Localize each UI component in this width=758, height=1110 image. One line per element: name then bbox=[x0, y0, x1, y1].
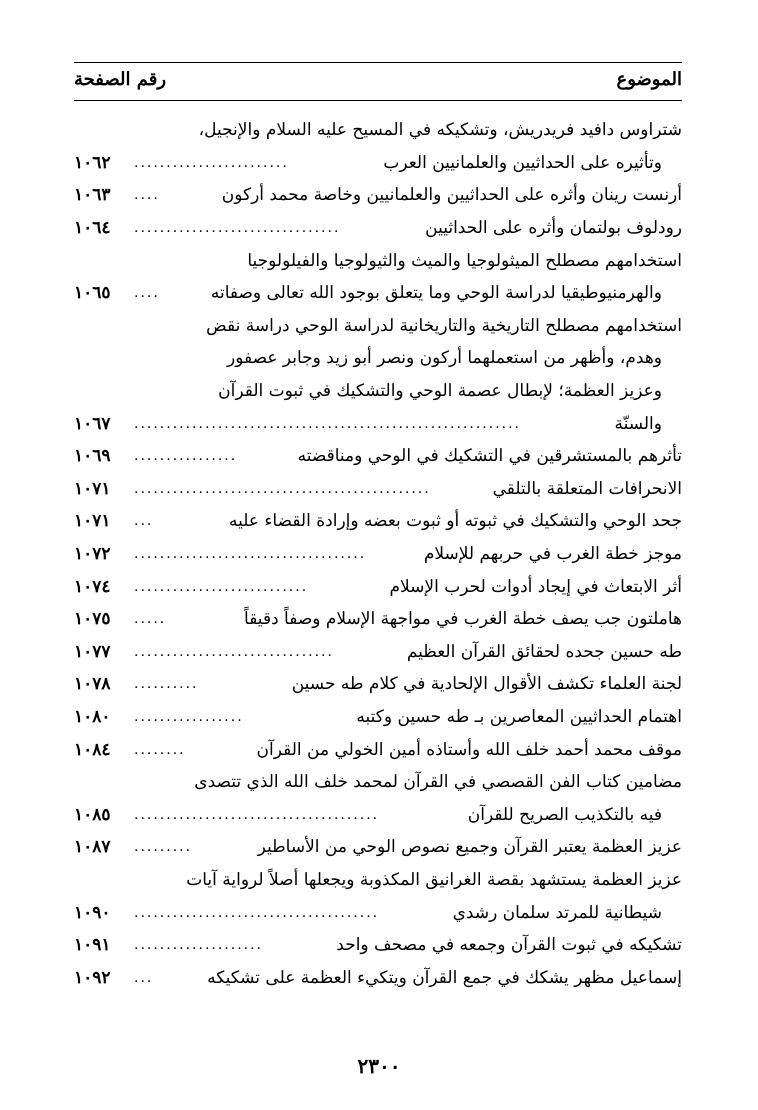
toc-entry-title: تشكيكه في ثبوت القرآن وجمعه في مصحف واحد bbox=[336, 935, 682, 956]
toc-entry-page-number: ١٠٦٧ bbox=[74, 413, 111, 434]
toc-entry bbox=[74, 896, 682, 929]
toc-entry bbox=[74, 766, 682, 799]
toc-entry-title: عزيز العظمة يستشهد بقصة الغرانيق المكذوبة ويجعلها أصلاً لرواية آيات bbox=[186, 869, 682, 890]
header-top-rule bbox=[74, 62, 682, 63]
toc-entry bbox=[74, 798, 682, 831]
toc-entry-leader-dots: .................... bbox=[134, 937, 264, 954]
toc-entry-page-number: ١٠٧٨ bbox=[74, 674, 111, 695]
toc-entry-title: وتأثيره على الحداثيين والعلمانيين العرب bbox=[383, 152, 662, 173]
toc-entry-leader-dots: ........................ bbox=[134, 154, 289, 171]
toc-entry-leader-dots: ......... bbox=[134, 839, 193, 856]
toc-entry-title: والسنّة bbox=[614, 413, 662, 434]
toc-entry-leader-dots: ............................................................ bbox=[134, 415, 522, 432]
toc-entry bbox=[74, 505, 682, 538]
toc-entry-leader-dots: ................................ bbox=[134, 220, 341, 237]
toc-entry bbox=[74, 864, 682, 897]
toc-entry bbox=[74, 244, 682, 277]
toc-entry-page-number: ١٠٦٥ bbox=[74, 283, 111, 304]
toc-entry-page-number: ١٠٨٠ bbox=[74, 706, 111, 727]
toc-entry-title: شتراوس دافيد فريدريش، وتشكيكه في المسيح عليه السلام والإنجيل، bbox=[198, 120, 682, 141]
toc-entry-leader-dots: ................ bbox=[134, 448, 238, 465]
toc-entry-leader-dots: .................................... bbox=[134, 546, 367, 563]
toc-entry-page-number: ١٠٨٥ bbox=[74, 804, 111, 825]
header-topic-title: الموضوع bbox=[616, 68, 682, 90]
toc-entry-page-number: ١٠٦٤ bbox=[74, 218, 111, 239]
toc-entry bbox=[74, 407, 682, 440]
toc-entry-leader-dots: .... bbox=[134, 187, 160, 204]
toc-entry-title: أرنست رينان وأثره على الحداثيين والعلمانيين وخاصة محمد أركون bbox=[221, 185, 682, 206]
toc-entry bbox=[74, 212, 682, 245]
toc-entry-leader-dots: ........................... bbox=[134, 578, 309, 595]
header-row bbox=[74, 66, 682, 92]
toc-entry-title: أثر الابتعاث في إيجاد أدوات لحرب الإسلام bbox=[389, 576, 682, 597]
toc-entry-title: عزيز العظمة يعتبر القرآن وجميع نصوص الوحي من الأساطير bbox=[257, 837, 682, 858]
toc-entry-title: إسماعيل مظهر يشكك في جمع القرآن ويتكيء العظمة على تشكيكه bbox=[207, 967, 682, 988]
toc-entry-title: رودلوف بولتمان وأثره على الحداثيين bbox=[425, 218, 682, 239]
toc-entry bbox=[74, 375, 682, 408]
toc-entry bbox=[74, 114, 682, 147]
toc-entry-leader-dots: ..... bbox=[134, 611, 167, 628]
toc-entry bbox=[74, 310, 682, 343]
toc-entry-title: استخدامهم مصطلح الميثولوجيا والميث والثيولوجيا والفيلولوجيا bbox=[247, 250, 682, 271]
toc-entry-title: اهتمام الحداثيين المعاصرين بـ طه حسين وكتبه bbox=[356, 706, 682, 727]
header-page-number-title: رقم الصفحة bbox=[74, 68, 167, 90]
toc-entry-title: هاملتون جب يصف خطة الغرب في مواجهة الإسلام وصفاً دقيقاً bbox=[244, 609, 682, 630]
toc-entry-page-number: ١٠٧١ bbox=[74, 511, 111, 532]
toc-entry bbox=[74, 603, 682, 636]
toc-entry-page-number: ١٠٧٤ bbox=[74, 576, 111, 597]
toc-entry-page-number: ١٠٦٣ bbox=[74, 185, 111, 206]
toc-entry-leader-dots: .... bbox=[134, 285, 160, 302]
toc-entry bbox=[74, 831, 682, 864]
toc-entry bbox=[74, 701, 682, 734]
toc-entry bbox=[74, 929, 682, 962]
toc-entry-title: طه حسين جحده لحقائق القرآن العظيم bbox=[406, 641, 682, 662]
toc-entry bbox=[74, 342, 682, 375]
toc-entry-page-number: ١٠٩١ bbox=[74, 935, 111, 956]
toc-entry bbox=[74, 733, 682, 766]
toc-entry bbox=[74, 636, 682, 669]
toc-entry-title: وعزيز العظمة؛ لإبطال عصمة الوحي والتشكيك في ثبوت القرآن bbox=[218, 381, 662, 402]
toc-entry-page-number: ١٠٩٢ bbox=[74, 967, 111, 988]
toc-entry bbox=[74, 473, 682, 506]
toc-entry-page-number: ١٠٧٥ bbox=[74, 609, 111, 630]
toc-entry-leader-dots: .......... bbox=[134, 676, 199, 693]
toc-entry-page-number: ١٠٨٧ bbox=[74, 837, 111, 858]
toc-entry bbox=[74, 179, 682, 212]
toc-entry-title: تأثرهم بالمستشرقين في التشكيك في الوحي ومناقضته bbox=[297, 446, 682, 467]
toc-entry-title: لجنة العلماء تكشف الأقوال الإلحادية في كلام طه حسين bbox=[291, 674, 682, 695]
toc-entry-page-number: ١٠٧١ bbox=[74, 478, 111, 499]
toc-entry-title: جحد الوحي والتشكيك في ثبوته أو ثبوت بعضه وإرادة القضاء عليه bbox=[229, 511, 682, 532]
toc-entry-leader-dots: ... bbox=[134, 513, 154, 530]
toc-entry-title: وهدم، وأظهر من استعملهما أركون ونصر أبو زيد وجابر عصفور bbox=[226, 348, 662, 369]
toc-entry-title: الانحرافات المتعلقة بالتلقي bbox=[492, 478, 682, 499]
toc-list bbox=[74, 114, 682, 994]
toc-entry bbox=[74, 538, 682, 571]
toc-entry-title: موقف محمد أحمد خلف الله وأستاذه أمين الخولي من القرآن bbox=[256, 739, 682, 760]
toc-entry-leader-dots: ... bbox=[134, 969, 154, 986]
toc-entry-title: استخدامهم مصطلح التاريخية والتاريخانية لدراسة الوحي دراسة نقض bbox=[206, 315, 682, 336]
toc-entry-leader-dots: ...................................... bbox=[134, 806, 380, 823]
toc-entry-title: فيه بالتكذيب الصريح للقرآن bbox=[467, 804, 662, 825]
toc-entry-title: والهرمنيوطيقيا لدراسة الوحي وما يتعلق بوجود الله تعالى وصفاته bbox=[210, 283, 662, 304]
toc-entry bbox=[74, 440, 682, 473]
toc-entry-title: شيطانية للمرتد سلمان رشدي bbox=[452, 902, 662, 923]
toc-entry-title: مضامين كتاب الفن القصصي في القرآن لمحمد خلف الله الذي تتصدى bbox=[194, 772, 682, 793]
toc-entry-page-number: ١٠٨٤ bbox=[74, 739, 111, 760]
toc-entry bbox=[74, 668, 682, 701]
toc-entry-leader-dots: ........ bbox=[134, 741, 186, 758]
toc-entry bbox=[74, 277, 682, 310]
toc-entry-page-number: ١٠٩٠ bbox=[74, 902, 111, 923]
toc-entry bbox=[74, 961, 682, 994]
toc-entry bbox=[74, 570, 682, 603]
toc-entry-leader-dots: ................. bbox=[134, 708, 244, 725]
toc-entry-leader-dots: .............................................. bbox=[134, 480, 431, 497]
toc-entry-page-number: ١٠٦٩ bbox=[74, 446, 111, 467]
toc-entry-leader-dots: ...................................... bbox=[134, 904, 380, 921]
toc-entry-page-number: ١٠٧٢ bbox=[74, 544, 111, 565]
toc-entry-page-number: ١٠٧٧ bbox=[74, 641, 111, 662]
toc-entry-title: موجز خطة الغرب في حربهم للإسلام bbox=[423, 544, 682, 565]
toc-entry-leader-dots: ............................... bbox=[134, 643, 334, 660]
toc-entry-page-number: ١٠٦٢ bbox=[74, 152, 111, 173]
toc-entry bbox=[74, 147, 682, 180]
header-bottom-rule bbox=[74, 100, 682, 101]
page-number: ٢٣٠٠ bbox=[357, 1054, 401, 1078]
